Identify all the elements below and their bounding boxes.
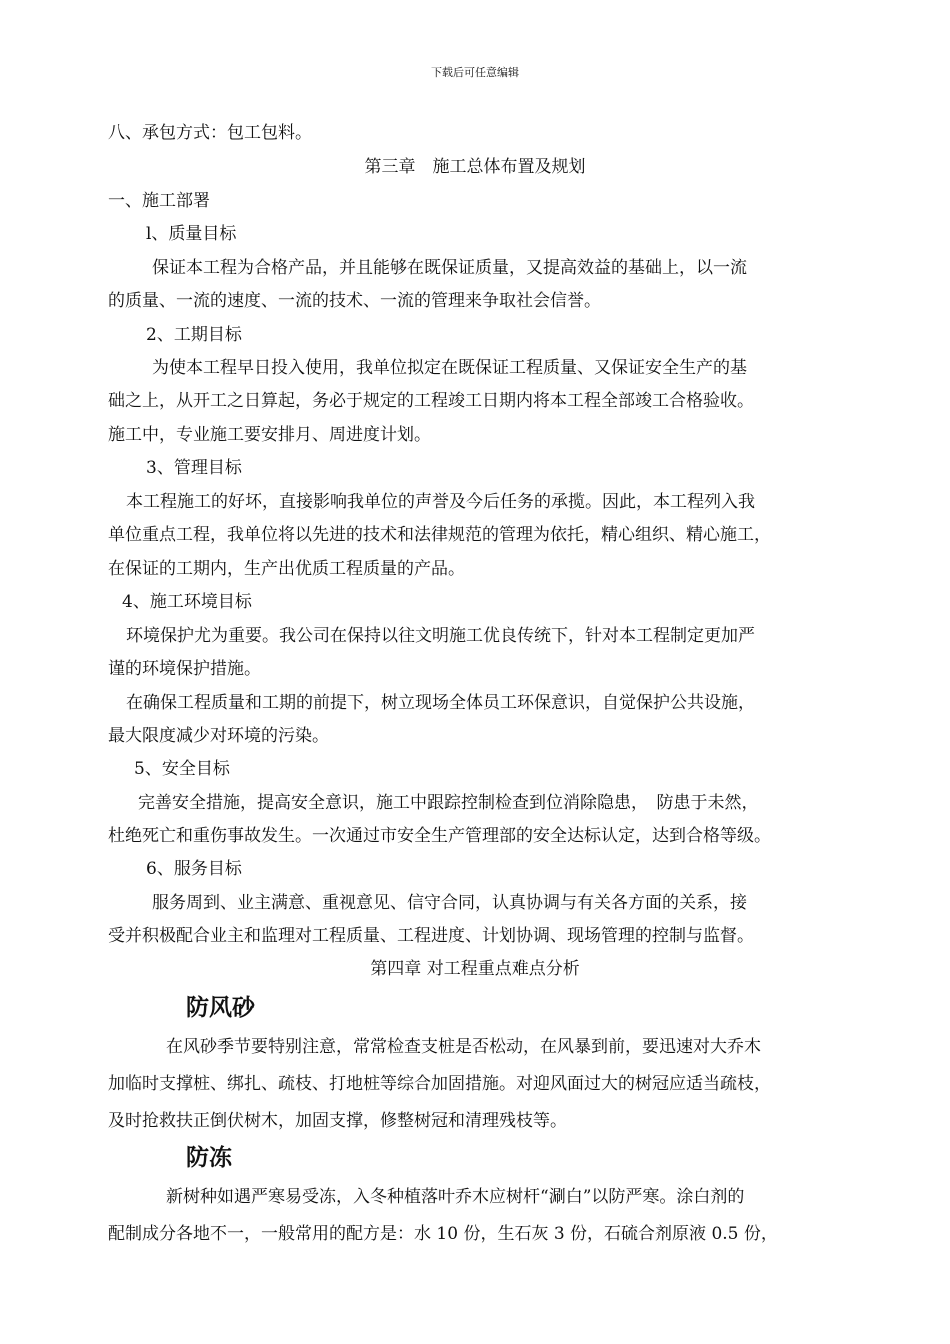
schedule-goal-heading: 2、工期目标 [146, 325, 242, 345]
paragraph-line: 谨的环境保护措施。 [108, 659, 261, 679]
paragraph-line: 杜绝死亡和重伤事故发生。一次通过市安全生产管理部的安全达标认定，达到合格等级。 [108, 826, 771, 846]
paragraph-line: 在确保工程质量和工期的前提下，树立现场全体员工环保意识，自觉保护公共设施， [126, 693, 755, 713]
service-goal-heading: 6、服务目标 [146, 859, 242, 879]
quality-goal-heading: l、质量目标 [146, 224, 237, 244]
frost-heading: 防冻 [186, 1145, 232, 1171]
safety-goal-heading: 5、安全目标 [134, 759, 230, 779]
paragraph-line: 的质量、一流的速度、一流的技术、一流的管理来争取社会信誉。 [108, 291, 601, 311]
contract-method-line: 八、承包方式：包工包料。 [108, 123, 312, 143]
chapter-4-heading: 第四章 对工程重点难点分析 [370, 959, 580, 979]
paragraph-line: 受并积极配合业主和监理对工程质量、工程进度、计划协调、现场管理的控制与监督。 [108, 926, 754, 946]
paragraph-line: 础之上，从开工之日算起，务必于规定的工程竣工日期内将本工程全部竣工合格验收。 [108, 391, 754, 411]
paragraph-line: 本工程施工的好坏，直接影响我单位的声誉及今后任务的承揽。因此，本工程列入我 [126, 492, 755, 512]
paragraph-line: 为使本工程早日投入使用，我单位拟定在既保证工程质量、又保证安全生产的基 [152, 358, 747, 378]
paragraph-line: 在风砂季节要特别注意，常常检查支桩是否松动，在风暴到前，要迅速对大乔木 [166, 1037, 761, 1057]
page-header: 下载后可任意编辑 [431, 66, 519, 79]
paragraph-line: 单位重点工程，我单位将以先进的技术和法律规范的管理为依托，精心组织、精心施工， [108, 525, 771, 545]
paragraph-line: 及时抢救扶正倒伏树木，加固支撑，修整树冠和清理残枝等。 [108, 1111, 567, 1131]
paragraph-line: 服务周到、业主满意、重视意见、信守合同，认真协调与有关各方面的关系，接 [152, 893, 747, 913]
paragraph-line: 施工中，专业施工要安排月、周进度计划。 [108, 425, 431, 445]
section-1-heading: 一、施工部署 [108, 191, 210, 211]
paragraph-line: 在保证的工期内，生产出优质工程质量的产品。 [108, 559, 465, 579]
paragraph-line: 新树种如遇严寒易受冻，入冬种植落叶乔木应树杆“涮白”以防严寒。涂白剂的 [166, 1187, 745, 1207]
management-goal-heading: 3、管理目标 [146, 458, 242, 478]
paragraph-line: 环境保护尤为重要。我公司在保持以往文明施工优良传统下，针对本工程制定更加严 [126, 626, 755, 646]
chapter-3-heading: 第三章 施工总体布置及规划 [364, 157, 586, 177]
environment-goal-heading: 4、施工环境目标 [122, 592, 252, 612]
paragraph-line: 保证本工程为合格产品，并且能够在既保证质量，又提高效益的基础上，以一流 [152, 258, 747, 278]
paragraph-line: 加临时支撑桩、绑扎、疏枝、打地桩等综合加固措施。对迎风面过大的树冠应适当疏枝， [108, 1074, 771, 1094]
wind-sand-heading: 防风砂 [186, 995, 255, 1021]
paragraph-line: 配制成分各地不一，一般常用的配方是：水 10 份，生石灰 3 份，石硫合剂原液 0.5 份， [108, 1224, 778, 1244]
paragraph-line: 完善安全措施，提高安全意识，施工中跟踪控制检查到位消除隐患， 防患于未然， [138, 793, 759, 813]
paragraph-line: 最大限度减少对环境的污染。 [108, 726, 329, 746]
